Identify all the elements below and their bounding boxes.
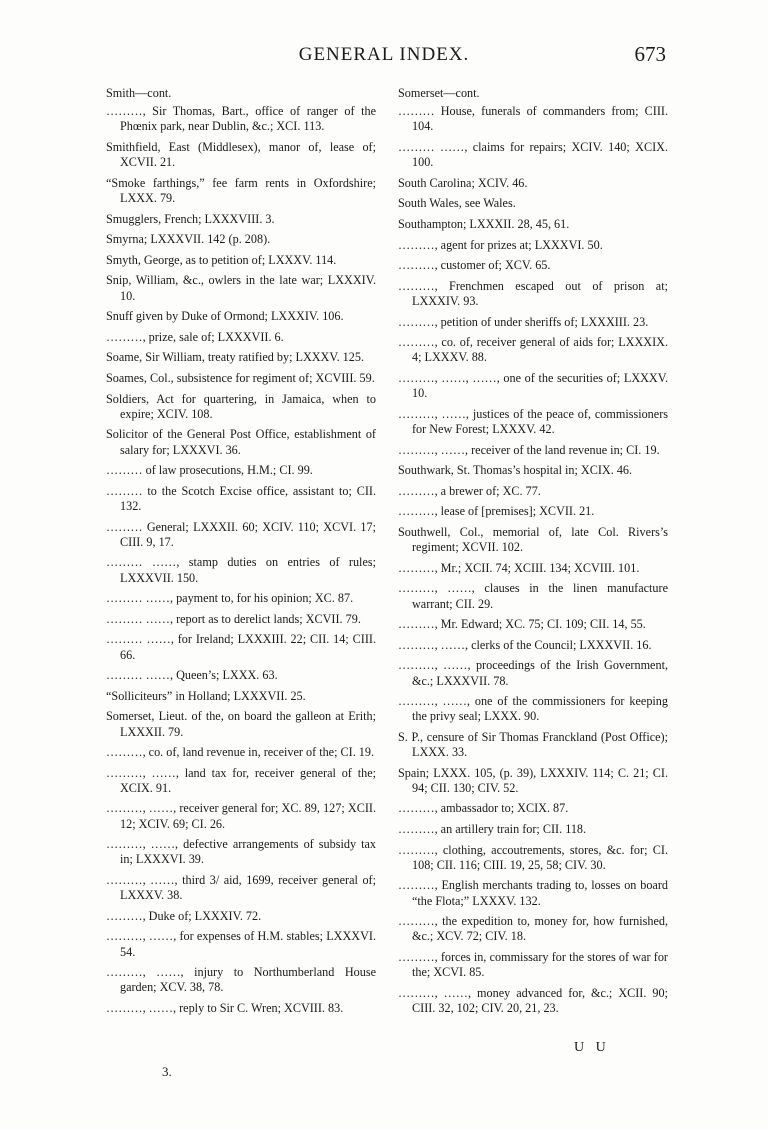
index-entry: Snuff given by Duke of Ormond; LXXXIV. 106. bbox=[106, 309, 344, 324]
index-entry: Somerset, Lieut. of the, on board the galleon at Erith; LXXXII. 79. bbox=[106, 709, 376, 739]
index-entry: Smithfield, East (Middlesex), manor of, lease of; XCVII. 21. bbox=[106, 140, 376, 170]
page-header bbox=[0, 40, 768, 70]
index-entry: S. P., censure of Sir Thomas Franckland (Post Office); LXXX. 33. bbox=[398, 729, 668, 760]
index-entry: ………, ……, ……, one of the securities of; LXXXV. 10. bbox=[398, 370, 668, 401]
index-entry: ………, ……, defective arrangements of subsidy tax in; LXXXVI. 39. bbox=[106, 837, 376, 867]
index-entry: ………, agent for prizes at; LXXXVI. 50. bbox=[398, 237, 603, 252]
index-entry: ………, Mr. Edward; XC. 75; CI. 109; CII. 14, 55. bbox=[398, 617, 646, 632]
index-entry: ………, a brewer of; XC. 77. bbox=[398, 483, 541, 498]
index-entry: ………, co. of, land revenue in, receiver of the; CI. 19. bbox=[106, 745, 375, 760]
page-number: 673 bbox=[634, 42, 666, 66]
index-entry: ………, ……, for expenses of H.M. stables; LXXXVI. 54. bbox=[106, 929, 376, 959]
index-entry: ………, prize, sale of; LXXXVII. 6. bbox=[106, 329, 284, 344]
index-entry: ………, Frenchmen escaped out of prison at; LXXXIV. 93. bbox=[398, 278, 668, 308]
index-entry: “Smoke farthings,” fee farm rents in Oxfordshire; LXXX. 79. bbox=[106, 175, 376, 205]
running-title: GENERAL INDEX. bbox=[298, 44, 470, 65]
index-entry: South Wales, see Wales. bbox=[398, 196, 516, 211]
index-entry: Southwark, St. Thomas’s hospital in; XCIX. 46. bbox=[398, 463, 633, 478]
index-entry: Smyrna; LXXXVII. 142 (p. 208). bbox=[106, 232, 271, 247]
index-entry: ………, Mr.; XCII. 74; XCIII. 134; XCVIII. 101. bbox=[398, 560, 640, 575]
index-entry: ………, co. of, receiver general of aids for; LXXXIX. 4; LXXXV. 88. bbox=[398, 335, 668, 365]
index-entry: South Carolina; XCIV. 46. bbox=[398, 175, 528, 190]
index-entry: Solicitor of the General Post Office, establishment of salary for; LXXXVI. 36. bbox=[106, 427, 376, 457]
index-entry: ………, petition of under sheriffs of; LXXXIII. 23. bbox=[398, 314, 649, 329]
index-entry: ……… ……, for Ireland; LXXXIII. 22; CII. 14; CIII. 66. bbox=[106, 632, 376, 662]
index-entry: ………, ……, clerks of the Council; LXXXVII. 16. bbox=[398, 637, 652, 652]
index-entry: Smyth, George, as to petition of; LXXXV. 114. bbox=[106, 252, 337, 267]
index-entry: ………, ……, third 3/ aid, 1699, receiver general of; LXXXV. 38. bbox=[106, 873, 376, 903]
index-entry: ………, Duke of; LXXXIV. 72. bbox=[106, 908, 262, 923]
index-entry: ………, Sir Thomas, Bart., office of ranger of the Phœnix park, near Dublin, &c.; XCI. 113. bbox=[106, 104, 376, 134]
index-entry: ………, an artillery train for; CII. 118. bbox=[398, 822, 587, 837]
index-entry: ……… ……, report as to derelict lands; XCVII. 79. bbox=[106, 611, 361, 626]
index-entry: Spain; LXXX. 105, (p. 39), LXXXIV. 114; C. 21; CI. 94; CII. 130; CIV. 52. bbox=[398, 765, 668, 795]
gathering-mark: U U bbox=[574, 1040, 610, 1055]
index-column-left bbox=[106, 86, 376, 1022]
index-entry: ……… of law prosecutions, H.M.; CI. 99. bbox=[106, 463, 313, 478]
index-entry: ……… House, funerals of commanders from; CIII. 104. bbox=[398, 104, 668, 134]
index-entry: ………, ……, receiver general for; XC. 89, 127; XCII. 12; XCIV. 69; CI. 26. bbox=[106, 801, 376, 831]
index-entry: ……… ……, claims for repairs; XCIV. 140; XCIX. 100. bbox=[398, 140, 668, 170]
index-entry: ……… ……, stamp duties on entries of rules; LXXXVII. 150. bbox=[106, 555, 376, 585]
continuation-heading: Smith—cont. bbox=[106, 86, 172, 100]
index-entry: ………, ……, clauses in the linen manufacture warrant; CII. 29. bbox=[398, 581, 668, 611]
index-column-right bbox=[398, 86, 668, 1022]
index-entry: Soames, Col., subsistence for regiment of; XCVIII. 59. bbox=[106, 370, 375, 385]
index-entry: ………, English merchants trading to, losses on board “the Flota;” LXXXV. 132. bbox=[398, 878, 668, 908]
index-entry: ………, ……, receiver of the land revenue in; CI. 19. bbox=[398, 442, 660, 457]
index-entry: Southampton; LXXXII. 28, 45, 61. bbox=[398, 216, 570, 231]
index-entry: ………, lease of [premises]; XCVII. 21. bbox=[398, 504, 595, 519]
index-entry: ………, forces in, commissary for the stores of war for the; XCVI. 85. bbox=[398, 950, 668, 980]
continuation-heading: Somerset—cont. bbox=[398, 86, 480, 100]
index-entry: ………, ……, justices of the peace of, commissioners for New Forest; LXXXV. 42. bbox=[398, 406, 668, 436]
index-entry: Soame, Sir William, treaty ratified by; LXXXV. 125. bbox=[106, 350, 365, 365]
index-entry: Soldiers, Act for quartering, in Jamaica, when to expire; XCIV. 108. bbox=[106, 391, 376, 421]
index-entry: ………, ambassador to; XCIX. 87. bbox=[398, 801, 569, 816]
index-entry: ………, ……, one of the commissioners for keeping the privy seal; LXXX. 90. bbox=[398, 694, 668, 724]
index-entry: ………, customer of; XCV. 65. bbox=[398, 258, 551, 273]
index-entry: Smugglers, French; LXXXVIII. 3. bbox=[106, 211, 275, 226]
index-entry: ………, ……, money advanced for, &c.; XCII. 90; CIII. 32, 102; CIV. 20, 21, 23. bbox=[398, 985, 668, 1016]
index-entry: ………, the expedition to, money for, how furnished, &c.; XCV. 72; CIV. 18. bbox=[398, 914, 668, 944]
index-entry: ……… ……, Queen’s; LXXX. 63. bbox=[106, 668, 278, 683]
index-entry: ………, ……, proceedings of the Irish Government, &c.; LXXXVII. 78. bbox=[398, 658, 668, 688]
index-entry: ……… to the Scotch Excise office, assistant to; CII. 132. bbox=[106, 483, 376, 513]
index-entry: ……… ……, payment to, for his opinion; XC. 87. bbox=[106, 591, 354, 606]
index-entry: ………, ……, land tax for, receiver general of the; XCIX. 91. bbox=[106, 765, 376, 795]
index-entry: ……… General; LXXXII. 60; XCIV. 110; XCVI. 17; CIII. 9, 17. bbox=[106, 519, 376, 549]
index-entry: ………, ……, injury to Northumberland House garden; XCV. 38, 78. bbox=[106, 965, 376, 995]
index-entry: ………, clothing, accoutrements, stores, &c. for; CI. 108; CII. 116; CIII. 19, 25, 58; CIV. 30. bbox=[398, 842, 668, 872]
index-entry: ………, ……, reply to Sir C. Wren; XCVIII. 83. bbox=[106, 1001, 344, 1016]
index-entry: Southwell, Col., memorial of, late Col. Rivers’s regiment; XCVII. 102. bbox=[398, 524, 668, 555]
index-entry: Snip, William, &c., owlers in the late war; LXXXIV. 10. bbox=[106, 273, 376, 303]
index-entry: “Solliciteurs” in Holland; LXXXVII. 25. bbox=[106, 688, 306, 703]
signature-mark: 3. bbox=[162, 1064, 172, 1079]
